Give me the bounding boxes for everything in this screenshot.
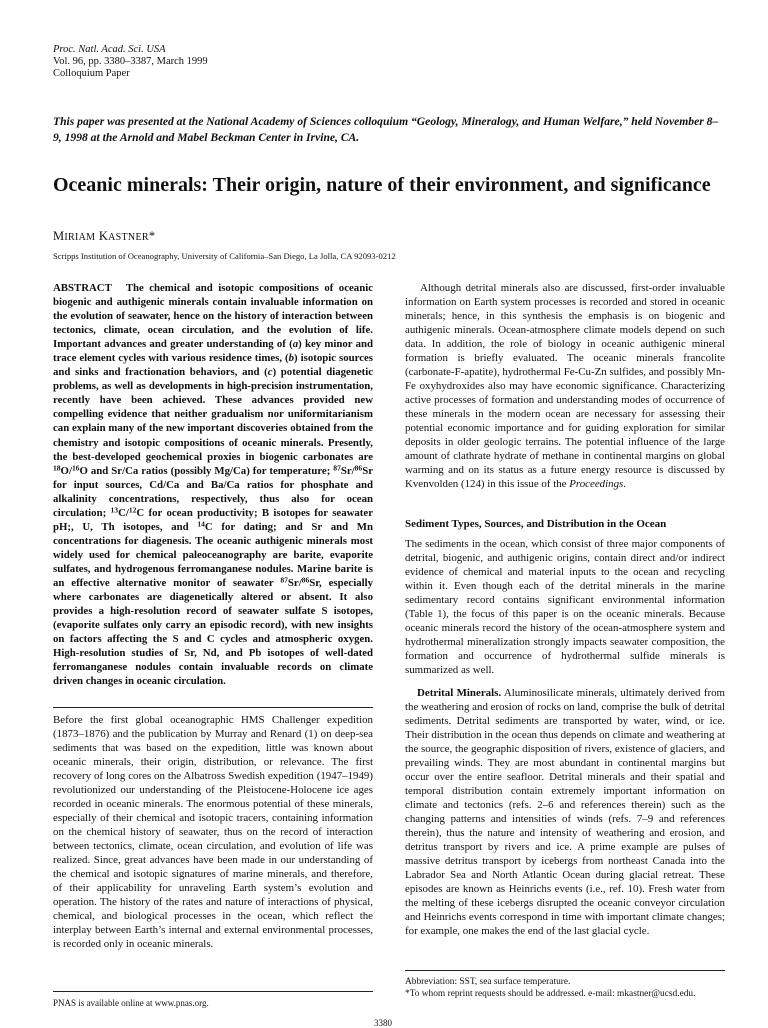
journal-name: Proc. Natl. Acad. Sci. USA <box>53 44 166 55</box>
section-heading: Sediment Types, Sources, and Distribution in the Ocean <box>405 518 667 530</box>
abstract: ABSTRACT The chemical and isotopic compositions of oceanic biogenic and authigenic minerals contain invaluable information on the evolution of seawater, hence on the history of interaction between tectonics, climate, ocean circulation, and the evolution of life. Important advances and greater understanding of (a) key minor and trace element cycles with various residence times, (b) isotopic sources and sinks and fractionation behaviors, and (c) potential diagenetic problems, as well as developments in high-precision instrumentation, recently have been achieved. These advances provided new compelling evidence that neither gradualism nor uniformitarianism can explain many of the new important discoveries obtained from the chemistry and isotopic compositions of oceanic minerals. Presently, the best-developed geochemical proxies in biogenic carbonates are $^{18}$O/$^{16}$O and Sr/Ca ratios (possibly Mg/Ca) for temperature; $^{87}$Sr/$^{86}$Sr for input sources, Cd/Ca and Ba/Ca ratios for phosphate and alkalinity concentrations, respectively, thus also for ocean circulation; $^{13}$C/$^{12}$C for ocean productivity; B isotopes for seawater pH;, U, Th isotopes, and $^{14}$C for dating; and Sr and Mn concentrations for diagenesis. The oceanic authigenic minerals most widely used for chemical paleoceanography are barite, evaporite sulfates, and hydrogenous ferromanganese nodules. Marine barite is an effective alternative monitor of seawater $^{87}$Sr/$^{86}$Sr, especially where carbonates are diagenetically altered or absent. It also provides a high-resolution record of seawater sulfate S isotopes, (evaporite sulfates only carry an episodic record), with new insights on factors affecting the S and C cycles and atmospheric oxygen. High-resolution studies of Sr, Nd, and Pb isotopes of well-dated ferromanganese nodules contain invaluable records on climate driven changes in oceanic circulation. <box>53 282 374 688</box>
footnote-correspondence: *To whom reprint requests should be addressed. e-mail: mkastner@ucsd.edu. <box>405 989 696 999</box>
journal-header <box>53 44 208 80</box>
body-paragraph-3: Detrital Minerals. Aluminosilicate minerals, ultimately derived from the weathering and erosion of rocks on land, comprise the bulk of detrital sediments. Detrital sediments are transported by water, wind, or ice. Their distribution in the ocean thus depends on climate and weathering at the source, the geographic disposition of rivers, existence of glaciers, and prevailing winds. They are most abundant in continental margins but occur over the entire seafloor. Detrital minerals and their spatial and temporal distribution contain extremely important information on climate and tectonics (refs. 2–6 and references therein) such as the changing patterns and intensities of winds (refs. 7–9 and references therein), thus the nature and intensity of weathering and erosion, and detritus transport by rivers and ice. A prime example are pulses of massive detritus transport by icebergs from northeast Canada into the Labrador Sea and North Atlantic Ocean during glacial retreat. These episodes are known as Heinrichs events (i.e., ref. 10). Fresh water from the melting of these icebergs disrupted the oceanic conveyor circulation and Heinrichs events correspond in time with important climate changes; for example, one makes the end of the last glacial cycle. <box>405 687 725 938</box>
footnote-divider <box>405 970 725 971</box>
page-number: 3380 <box>374 1018 392 1028</box>
article-title: Oceanic minerals: Their origin, nature of their environment, and significance <box>53 174 711 196</box>
paper-type: Colloquium Paper <box>53 68 130 79</box>
abstract-divider <box>53 707 373 708</box>
footnote-abbreviation: Abbreviation: SST, sea surface temperature. <box>405 977 571 987</box>
pnas-online-note: PNAS is available online at www.pnas.org. <box>53 998 209 1008</box>
author-affiliation: Scripps Institution of Oceanography, University of California–San Diego, La Jolla, CA 92093-0212 <box>53 251 396 261</box>
pnas-divider <box>53 991 373 992</box>
intro-paragraph: Before the first global oceanographic HMS Challenger expedition (1873–1876) and the publication by Murray and Renard (1) on deep-sea sediments that was based on the expedition, little was known about oceanic minerals, their origin, distribution, or relevance. The first recovery of long cores on the Albatross Swedish expedition (1947–1949) revolutionized our understanding of the Pleistocene-Holocene ice ages recorded in oceanic minerals. The enormous potential of these minerals, especially of their chemical and isotopic tracers, containing information on the chemical history of seawater, thus on the record of interaction between tectonics, climate, ocean circulation, and evolution of life was realized. Since, great advances have been made in our understanding of the chemical and isotopic signatures of marine minerals, and therefore, of their applicability for unraveling Earth system’s evolution and operation. The history of the rates and nature of interactions of physical, chemical, and biological processes in the ocean, which reflect the interplay between Earth’s internal and external environmental processes, is recorded only in oceanic minerals. <box>53 714 373 951</box>
body-paragraph-1: Although detrital minerals also are discussed, first-order invaluable information on Earth system processes is recorded and stored in oceanic minerals; hence, in this synthesis the emphasis is on biogenic and authigenic minerals. Ocean-atmosphere climate models depend on such data. In addition, the role of biology in oceanic authigenic mineral formation is briefly evaluated. The oceanic minerals francolite (carbonate-F-apatite), hydrothermal Fe-Cu-Zn sulfides, and possibly Mn-Fe oxyhydroxides also may have economic significance. Characterizing active processes of formation and understanding modes of occurrence of these minerals in the modern ocean are necessary for assessing their potential economic importance and for guiding exploration for similar deposits in older geologic terrains. The potential influence of the large amount of clathrate hydrate of methane in continental margins on global warming and on its status as a future energy resource is discussed by Kvenvolden (124) in this issue of the Proceedings. <box>405 282 725 491</box>
author-name: MIRIAM KASTNER* <box>53 229 156 243</box>
colloquium-note: This paper was presented at the National Academy of Sciences colloquium “Geology, Mineralogy, and Human Welfare,” held November 8–9, 1998 at the Arnold and Mabel Beckman Center in Irvine, CA. <box>53 115 719 144</box>
footnotes <box>405 976 725 1000</box>
body-paragraph-2: The sediments in the ocean, which consist of three major components of detrital, biogenic, and authigenic origins, contain direct and/or indirect evidence of chemical and material inputs to the ocean and recycling within it. Even though each of the detrital minerals in the marine sedimentary record contains significant environmental information (Table 1), the focus of this paper is on the oceanic minerals. Because oceanic minerals record the history of the ocean-atmosphere system and hydrothermal mineralization strongly impacts seawater composition, the formation and occurrence of hydrothermal sulfide minerals is summarized as well. <box>405 538 725 677</box>
abstract-label: ABSTRACT <box>53 282 112 294</box>
subsection-heading: Detrital Minerals. <box>417 687 502 699</box>
journal-volume: Vol. 96, pp. 3380–3387, March 1999 <box>53 56 208 67</box>
